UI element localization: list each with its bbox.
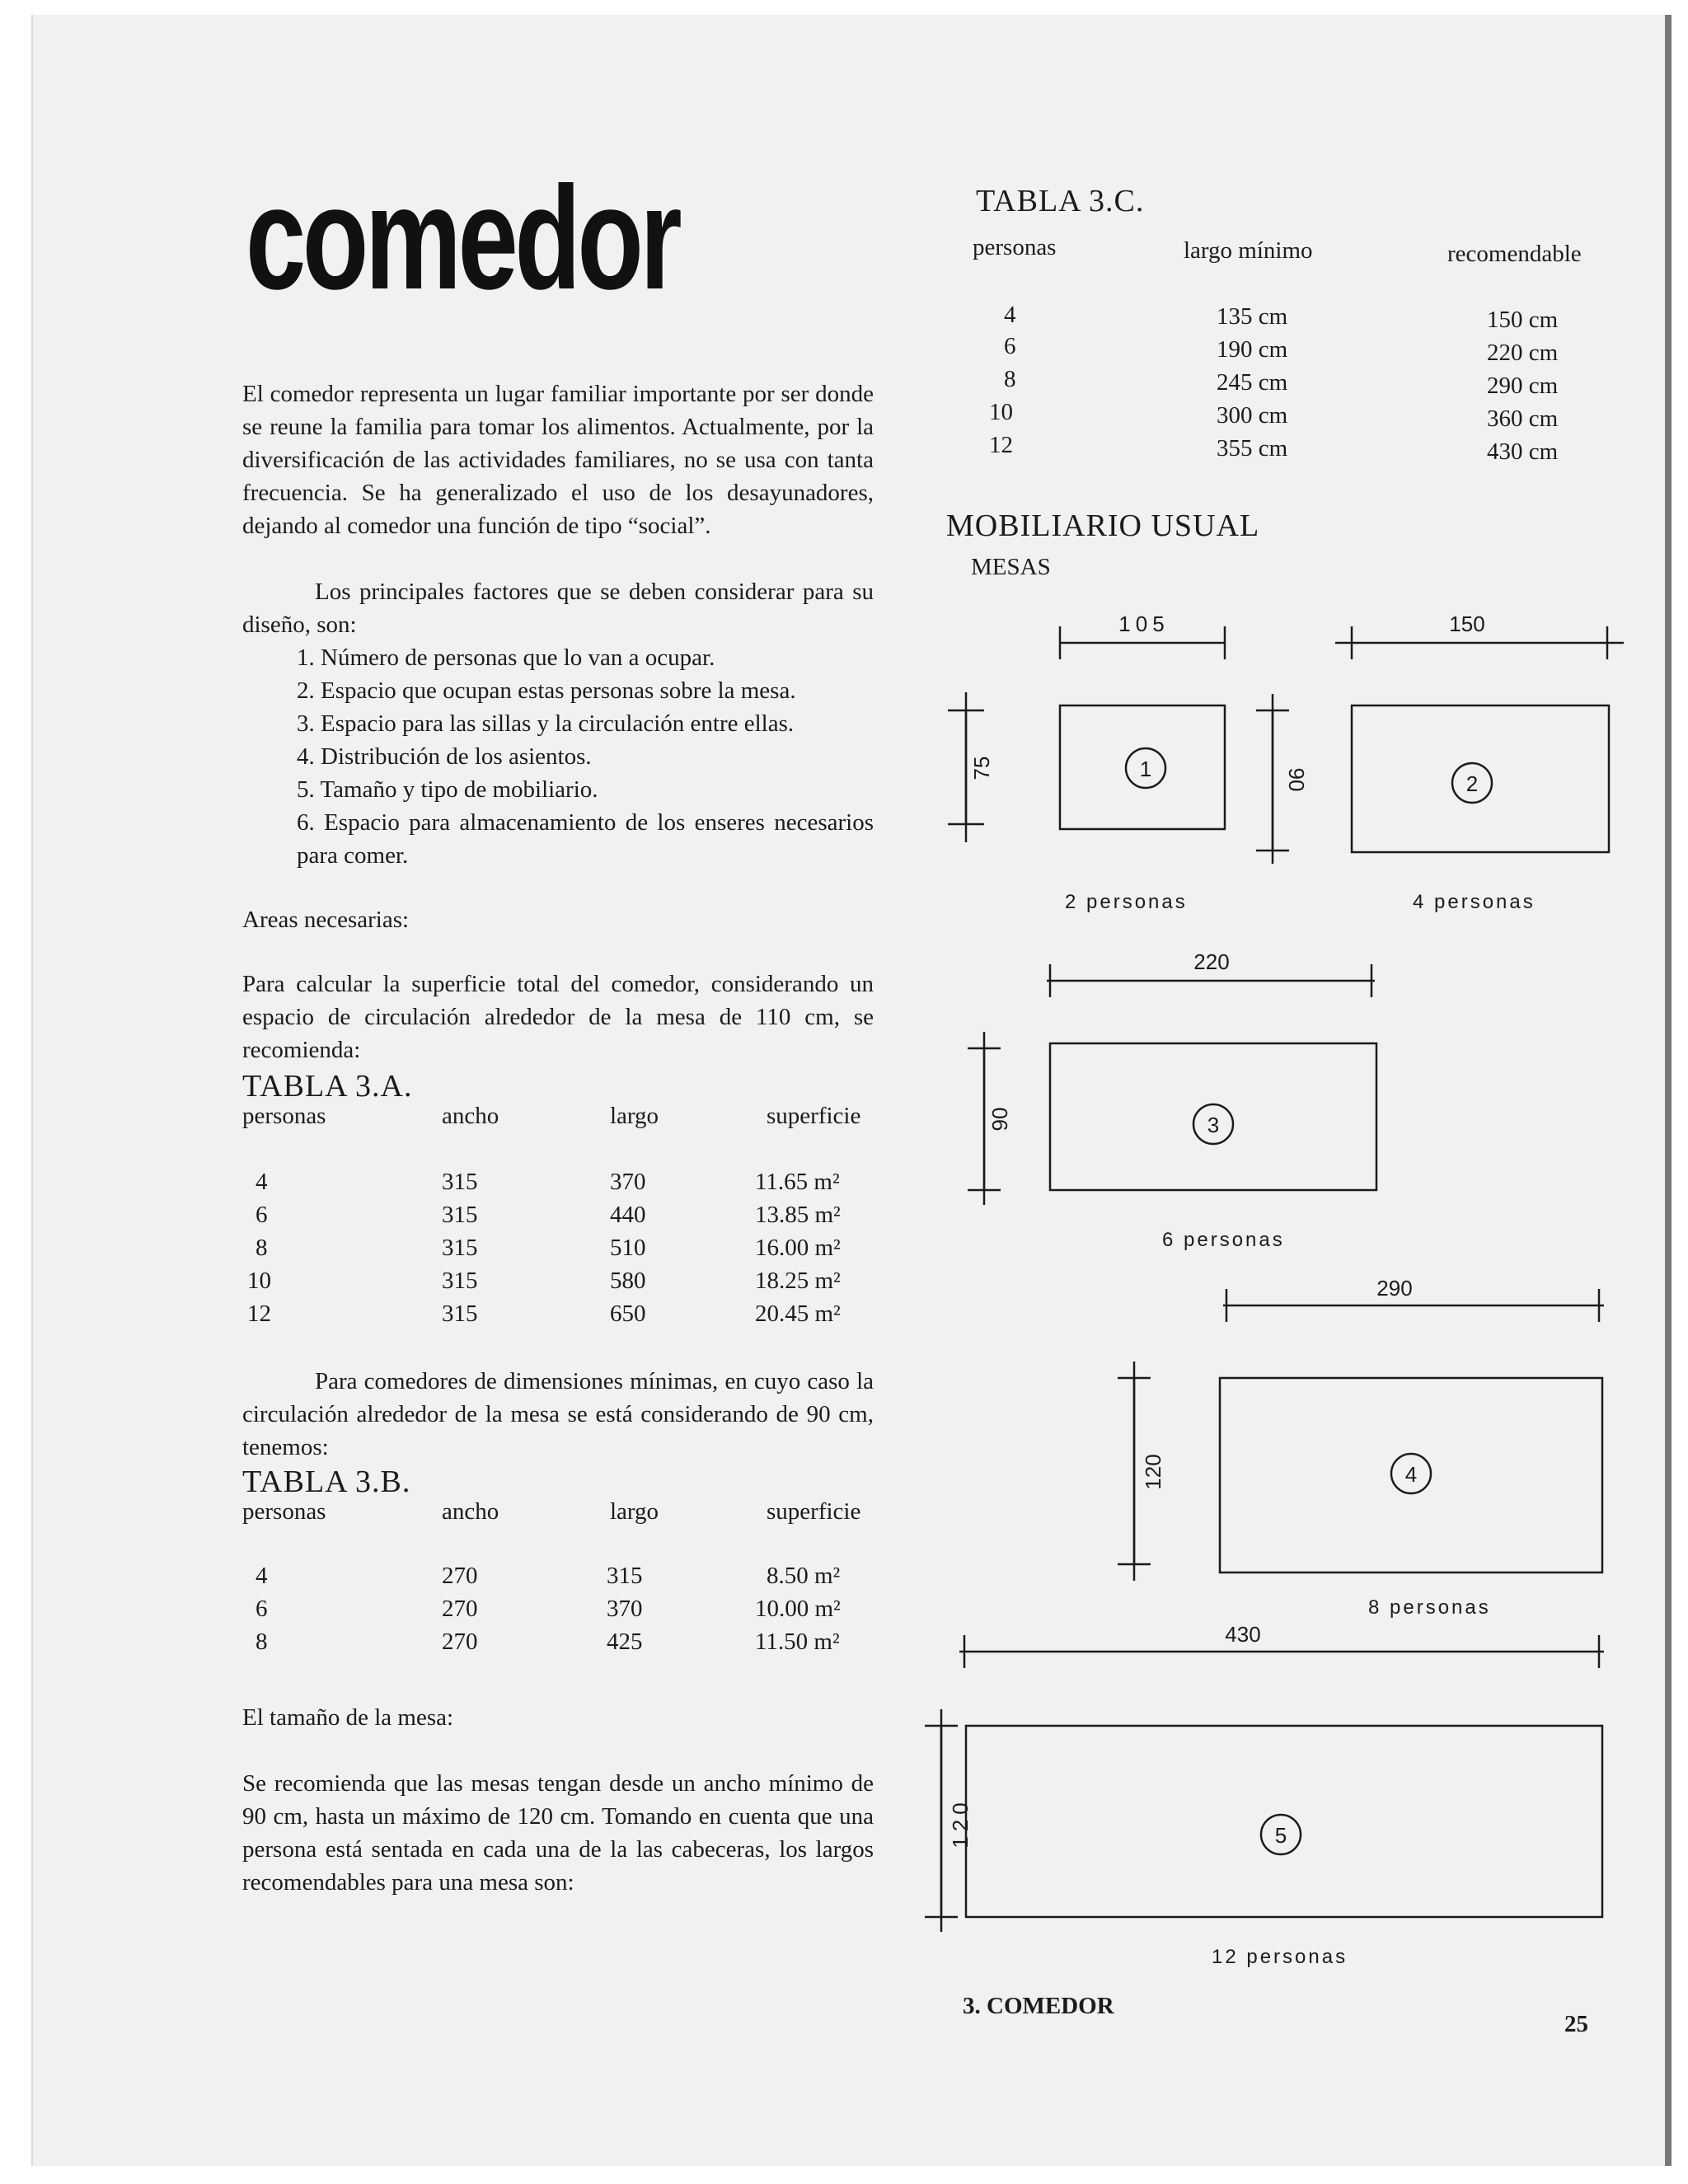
table-a-cell: 315: [442, 1268, 478, 1294]
areas-heading: Areas necesarias:: [242, 907, 410, 933]
table-c-cell: 8: [1004, 366, 1016, 392]
table-a-cell: 13.85 m²: [755, 1202, 841, 1228]
table-number: 3: [1207, 1113, 1220, 1137]
size-paragraph: Se recomienda que las mesas tengan desde un ancho mínimo de 90 cm, hasta un máximo de 120 cm. Tomando en cuenta que una persona está sentada en cada una de la las cabeceras, los largos recomendables para una mesa son:: [242, 1770, 874, 1896]
table-c-cell: 6: [1004, 333, 1016, 359]
width-dimension: 120: [948, 1797, 973, 1849]
table-a-title: TABLA 3.A.: [242, 1069, 413, 1104]
table-a-cell: 11.65 m²: [755, 1169, 840, 1195]
table-a-header: ancho: [442, 1103, 499, 1129]
page-number: 25: [1564, 2011, 1588, 2037]
table-c-cell: 190 cm: [1217, 336, 1288, 363]
table-number: 4: [1404, 1462, 1418, 1487]
size-heading: El tamaño de la mesa:: [242, 1704, 454, 1731]
table-c-cell: 300 cm: [1217, 402, 1288, 429]
length-dimension: 290: [1376, 1276, 1413, 1301]
table-a-cell: 16.00 m²: [755, 1235, 841, 1261]
table-b-cell: 425: [607, 1629, 643, 1655]
table-a-cell: 20.45 m²: [755, 1301, 841, 1327]
table-b-header: largo: [610, 1498, 659, 1525]
table-a-cell: 370: [610, 1169, 646, 1195]
table-b-header: ancho: [442, 1498, 499, 1525]
table-number: 5: [1274, 1823, 1287, 1848]
length-dimension: 105: [1118, 612, 1170, 636]
table-c-cell: 4: [1004, 302, 1016, 328]
table-b-cell: 4: [256, 1563, 268, 1589]
table-b-header: superficie: [767, 1498, 861, 1525]
page-title: comedor: [246, 156, 679, 320]
table-5-outline: [966, 1726, 1602, 1917]
table-c-header: largo mínimo: [1184, 237, 1313, 264]
table-b-cell: 8.50 m²: [767, 1563, 841, 1589]
table-c-cell: 220 cm: [1487, 340, 1559, 366]
factor-item: 5. Tamaño y tipo de mobiliario.: [297, 776, 598, 803]
table-c-cell: 135 cm: [1217, 303, 1288, 330]
table-number: 1: [1139, 757, 1152, 781]
mesas-heading: MESAS: [971, 554, 1051, 580]
table-c-cell: 360 cm: [1487, 405, 1559, 432]
table-c-cell: 430 cm: [1487, 438, 1559, 465]
factors-intro: Los principales factores que se deben considerar para su diseño, son:: [242, 579, 874, 638]
length-dimension: 220: [1193, 949, 1230, 974]
table-b-cell: 8: [256, 1629, 268, 1655]
width-dimension: 90: [987, 1107, 1012, 1132]
table-a-cell: 6: [256, 1202, 268, 1228]
table-b-header: personas: [242, 1498, 326, 1525]
table-a-cell: 650: [610, 1301, 646, 1327]
table-a-cell: 18.25 m²: [755, 1268, 841, 1294]
table-c-cell: 150 cm: [1487, 307, 1559, 333]
factor-item: 4. Distribución de los asientos.: [297, 743, 592, 770]
table-c-header: recomendable: [1447, 241, 1582, 267]
table-2-outline: [1352, 705, 1609, 852]
persons-label: 4 personas: [1413, 891, 1536, 913]
persons-label: 6 personas: [1162, 1229, 1285, 1251]
table-c-cell: 245 cm: [1217, 369, 1288, 396]
min-paragraph: Para comedores de dimensiones mínimas, en cuyo caso la circulación alrededor de la mesa se está considerando de 90 cm, tenemos:: [242, 1368, 874, 1460]
table-b-cell: 6: [256, 1596, 268, 1622]
factor-item: 2. Espacio que ocupan estas personas sobre la mesa.: [297, 677, 796, 704]
table-b-cell: 10.00 m²: [755, 1596, 841, 1622]
table-a-cell: 4: [256, 1169, 268, 1195]
table-a-cell: 315: [442, 1169, 478, 1195]
footer-section: 3. COMEDOR: [963, 1993, 1114, 2019]
width-dimension: 75: [969, 756, 994, 780]
table-a-cell: 315: [442, 1301, 478, 1327]
table-a-cell: 315: [442, 1202, 478, 1228]
table-b-title: TABLA 3.B.: [242, 1465, 411, 1499]
table-a-cell: 10: [247, 1268, 271, 1294]
table-a-cell: 580: [610, 1268, 646, 1294]
persons-label: 2 personas: [1065, 891, 1188, 913]
table-c-title: TABLA 3.C.: [976, 184, 1145, 218]
table-a-header: largo: [610, 1103, 659, 1129]
table-a-header: superficie: [767, 1103, 861, 1129]
table-b-cell: 270: [442, 1629, 478, 1655]
table-c-cell: 290 cm: [1487, 373, 1559, 399]
length-dimension: 430: [1225, 1622, 1261, 1647]
width-dimension: 120: [1141, 1454, 1165, 1490]
table-a-cell: 12: [247, 1301, 271, 1327]
factor-item: 6. Espacio para almacenamiento de los enseres necesarios para comer.: [297, 809, 874, 869]
table-c-cell: 355 cm: [1217, 435, 1288, 462]
factor-item: 1. Número de personas que lo van a ocupar.: [297, 644, 715, 671]
table-a-cell: 440: [610, 1202, 646, 1228]
table-b-cell: 270: [442, 1563, 478, 1589]
table-b-cell: 11.50 m²: [755, 1629, 840, 1655]
persons-label: 12 personas: [1212, 1946, 1348, 1968]
calc-paragraph: Para calcular la superficie total del comedor, considerando un espacio de circulación alrededor de la mesa de 110 cm, se recomienda:: [242, 971, 874, 1063]
persons-label: 8 personas: [1368, 1596, 1491, 1619]
table-a-header: personas: [242, 1103, 326, 1129]
mobiliario-heading: MOBILIARIO USUAL: [946, 509, 1260, 543]
table-number: 2: [1465, 771, 1479, 796]
table-c-header: personas: [973, 234, 1057, 260]
intro-paragraph: El comedor representa un lugar familiar importante por ser donde se reune la familia para tomar los alimentos. Actualmente, por la diversificación de las actividades familiares, no se usa con tanta frecuencia. Se ha generalizado el uso de los desayunadores, dejando al comedor una función de tipo “social”.: [242, 381, 874, 539]
table-b-cell: 370: [607, 1596, 643, 1622]
table-a-cell: 8: [256, 1235, 268, 1261]
table-b-cell: 270: [442, 1596, 478, 1622]
table-a-cell: 315: [442, 1235, 478, 1261]
factor-item: 3. Espacio para las sillas y la circulación entre ellas.: [297, 710, 795, 737]
table-c-cell: 12: [989, 432, 1013, 458]
width-dimension: 90: [1284, 767, 1309, 792]
table-a-cell: 510: [610, 1235, 646, 1261]
table-c-cell: 10: [989, 399, 1013, 425]
table-b-cell: 315: [607, 1563, 643, 1589]
length-dimension: 150: [1449, 612, 1485, 636]
